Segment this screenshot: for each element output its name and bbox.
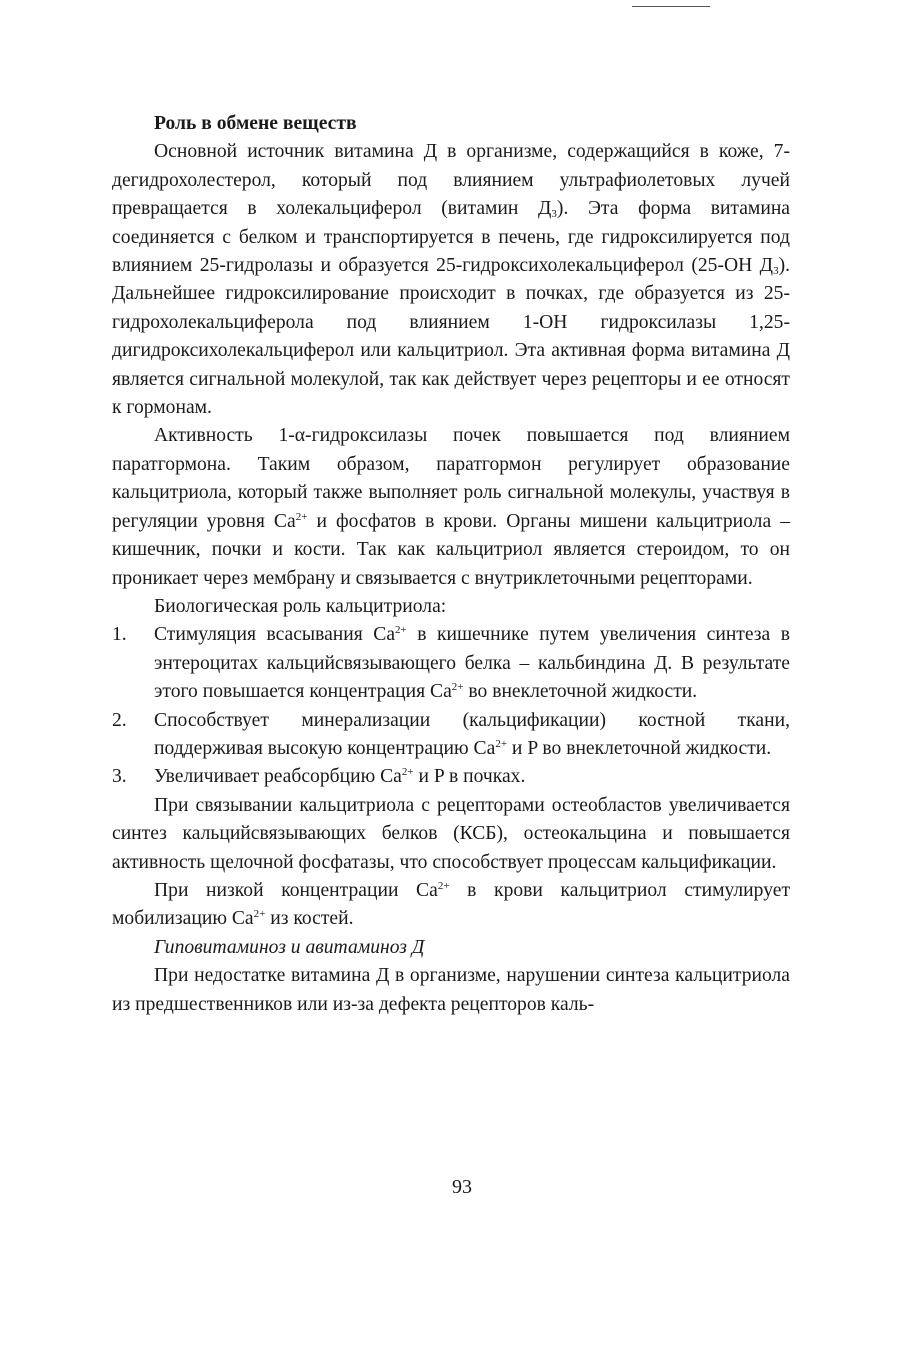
list-intro: Биологическая роль кальцитриола: (154, 595, 447, 617)
page-number: 93 (452, 1176, 472, 1198)
paragraph-hydroxylase-activity: Активность 1-α-гидроксилазы почек повышается под влиянием паратгормона. Таким образом, паратгормон регулирует образование кальцитриола, который также выполняет роль сигнальной молекулы, участвуя в регуляции уровня $Ca^{2+}$ и фосфатов в крови. Органы мишени кальцитриола – кишечник, почки и кости. Так как кальцитриол является стероидом, то он проникает через мембрану и связывается с внутриклеточными рецепторами. (112, 425, 790, 589)
page-content (112, 110, 790, 1019)
list-item-text: Увеличивает реабсорбцию $Ca^{2+}$ и P в почках. (154, 766, 526, 788)
section-heading: Роль в обмене веществ (154, 113, 357, 134)
paragraph-osteoblasts: При связывании кальцитриола с рецепторами остеобластов увеличивается синтез кальцийсвязывающих белков (КСБ), остеокальцина и повышается активность щелочной фосфатазы, что способствует процессам кальцификации. (112, 794, 790, 873)
list-item-text: Способствует минерализации (кальцификации) костной ткани, поддерживая высокую концентрацию $Ca^{2+}$ и P во внеклеточной жидкости. (154, 709, 790, 759)
calcitriol-role-list (112, 621, 790, 791)
subheading-hypovitaminosis: Гиповитаминоз и авитаминоз Д (154, 936, 425, 958)
list-item-number: 1. (112, 624, 127, 646)
paragraph-vitamin-d-source: Основной источник витамина Д в организме, содержащийся в коже, 7-дегидрохолестерол, который под влиянием ультрафиолетовых лучей превращается в холекальциферол (витамин $Д_3$). Эта форма витамина соединяется с белком и транспортируется в печень, где гидроксилируется под влиянием 25-гидролазы и образуется 25-гидроксихолекальциферол (25-ОН $Д_3$). Дальнейшее гидроксилирование происходит в почках, где образуется из 25-гидрохолекальциферола под влиянием 1-ОН гидроксилазы 1,25-дигидроксихолекальциферол или кальцитриол. Эта активная форма витамина Д является сигнальной молекулой, так как действует через рецепторы и ее относят к гормонам. (112, 141, 790, 419)
list-item (112, 621, 790, 706)
list-item-number: 2. (112, 709, 127, 731)
list-item-number: 3. (112, 766, 127, 788)
list-item-text: Стимуляция всасывания $Ca^{2+}$ в кишечнике путем увеличения синтеза в энтероцитах кальцийсвязывающего белка – кальбиндина Д. В результате этого повышается концентрация $Ca^{2+}$ во внеклеточной жидкости. (154, 624, 790, 703)
paragraph-deficiency: При недостатке витамина Д в организме, нарушении синтеза кальцитриола из предшественников или из-за дефекта рецепторов каль- (112, 965, 790, 1015)
paragraph-low-calcium: При низкой концентрации $Ca^{2+}$ в крови кальцитриол стимулирует мобилизацию $Ca^{2+}$ из костей. (112, 879, 791, 930)
top-rule-line (632, 6, 710, 7)
list-item (112, 707, 790, 764)
list-item (112, 763, 790, 791)
